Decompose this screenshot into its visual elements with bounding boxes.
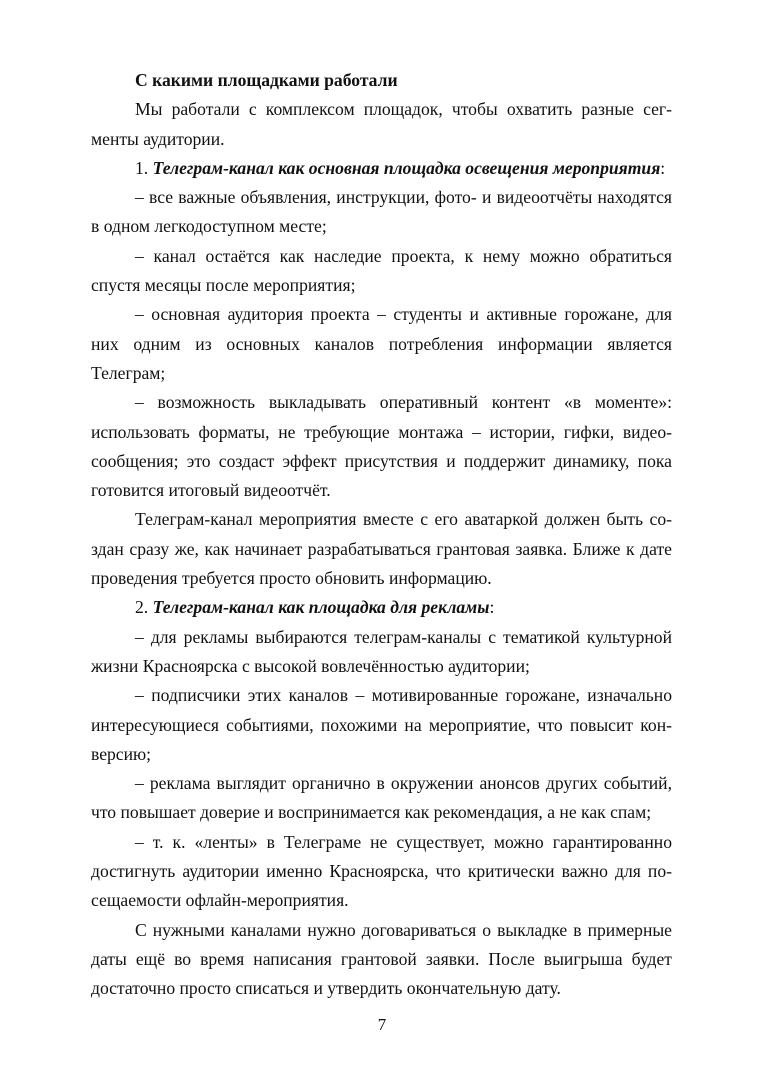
section-1-number: 1. [135,157,149,178]
section-2-number: 2. [135,597,149,618]
section-2-bullet-4: – т. к. «ленты» в Телеграме не существует, можно гарантированно достигнуть аудитории именно Красноярска, что критически важно для посещаемости офлайн-мероприятия. [91,831,672,911]
section-2-closing-paragraph: С нужными каналами нужно договариваться о выкладке в примерные даты ещё во время написания грантовой заявки. После выигрыша будет достаточно просто списаться и утвердить окончательную дату. [91,919,672,999]
section-2-bullet-3: – реклама выглядит органично в окружении анонсов других событий, что повышает доверие и воспринимается как рекомендация, а не как спам; [91,773,672,823]
section-1-bullet-1: – все важные объявления, инструкции, фото- и видеоотчёты находятся в одном легкодоступном месте; [91,187,672,237]
section-2-title-paragraph [91,593,672,622]
section-1-suffix: : [660,157,666,178]
section-1-title-paragraph [91,154,672,183]
section-1-bullet-3: – основная аудитория проекта – студенты и активные горожане, для них одним из основных каналов потребления информации является Телеграм; [91,304,672,383]
section-2-bullet-1: – для рекламы выбираются телеграм-каналы с тематикой культурной жизни Красноярска с высокой вовлечённостью аудитории; [91,626,672,676]
document-page [91,66,672,1004]
section-1-bullet-2: – канал остаётся как наследие проекта, к нему можно обратиться спустя месяцы после мероприятия; [91,245,672,296]
page-number: 7 [377,1015,387,1034]
section-2-suffix: : [489,597,495,618]
section-1-closing-paragraph: Телеграм-канал мероприятия вместе с его аватаркой должен быть создан сразу же, как начинает разрабатываться грантовая заявка. Ближе к дате проведения требуется просто обновить информацию. [91,509,672,589]
section-1-bullet-4: – возможность выкладывать оперативный контент «в моменте»: использовать форматы, не требующие монтажа – истории, гифки, видеосообщения; это создаст эффект присутствия и поддержит динамику, пока готовится итоговый видеоотчёт. [91,392,672,501]
section-1-title: Телеграм-канал как основная площадка освещения мероприятия [152,157,661,178]
section-2-bullet-2: – подписчики этих каналов – мотивированные горожане, изначально интересующиеся событиями, похожими на мероприятие, что повысит конверсию; [91,685,672,764]
intro-paragraph: Мы работали с комплексом площадок, чтобы охватить разные сегменты аудитории. [91,99,672,149]
section-2-title: Телеграм-канал как площадка для рекламы [152,597,490,618]
section-heading: С какими площадками работали [135,70,398,90]
